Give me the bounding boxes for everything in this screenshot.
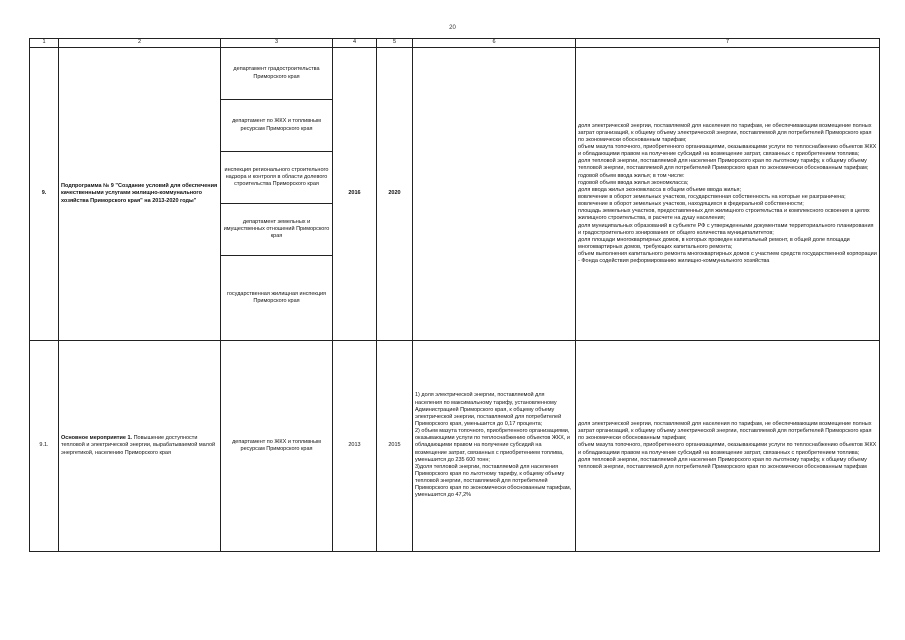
row-number: 9. (30, 48, 59, 341)
header-row (30, 39, 880, 48)
program-table (29, 38, 880, 552)
activity-title (59, 341, 221, 552)
column-header: 2 (59, 39, 221, 48)
executor-cell: государственная жилищная инспекция Приморского края (221, 256, 333, 341)
row-number: 9.1. (30, 341, 59, 552)
end-year: 2020 (377, 48, 413, 341)
indicators-cell: доля электрической энергии, поставляемой для населения по тарифам, не обеспечивающим возмещение полных затрат организаций, к общему объему электрической энергии, поставляемой для потребителей Приморского края по экономически обоснованным тарифам; объем мазута топочного, приобретенного организациями, оказывающими услуги по теплоснабжению объектов ЖКХ и обладающими правом на получение субсидий на возмещение затрат, связанных с приобретением топлива; доля тепловой энергии, поставляемой для населения Приморского края по льготному тарифу, к общему объему тепловой энергии, поставляемой для потребителей Приморского края по экономически обоснованным тарифам (576, 341, 880, 552)
start-year: 2013 (333, 341, 377, 552)
executor-cell: департамент градостроительства Приморского края (221, 48, 333, 100)
executor-cell: департамент земельных и имущественных отношений Приморского края (221, 204, 333, 256)
column-header: 3 (221, 39, 333, 48)
table-row (30, 48, 880, 100)
activity-title-rest: Повышение доступности тепловой и электрической энергии, вырабатываемой малой энергетикой, населению Приморского края (61, 435, 216, 456)
executor-cell: департамент по ЖКХ и топливным ресурсам Приморского края (221, 100, 333, 152)
expected-result (413, 48, 576, 341)
column-header: 7 (576, 39, 880, 48)
start-year: 2016 (333, 48, 377, 341)
column-header: 1 (30, 39, 59, 48)
executor-cell: департамент по ЖКХ и топливным ресурсам Приморского края (221, 341, 333, 552)
indicators-cell: доля электрической энергии, поставляемой для населения по тарифам, не обеспечивающим возмещение полных затрат организаций, к общему объему электрической энергии, поставляемой для потребителей Приморского края по экономически обоснованным тарифам; объем мазута топочного, приобретенного организациями, оказывающими услуги по теплоснабжению объектов ЖКХ и обладающими правом на получение субсидий на возмещение затрат, связанных с приобретением топлива; доля тепловой энергии, поставляемой для населения Приморского края по льготному тарифу, к общему объему тепловой энергии, поставляемой для потребителей Приморского края по экономически обоснованным тарифам; годовой объем ввода жилья; в том числе: годовой объем ввода жилья экономкласса; доля ввода жилья экономкласса в общем объеме ввода жилья; вовлечение в оборот земельных участков, государственная собственность на которые не разграничена; вовлечение в оборот земельных участков, находящихся в федеральной собственности; площадь земельных участков, предоставленных для жилищного строительства и комплексного освоения в целях жилищного строительства, в расчете на душу населения; доля муниципальных образований в субъекте РФ с утвержденными документами территориального планирования и градостроительного зонирования от общего количества муниципалитетов; доля площади многоквартирных домов, в которых проведен капитальный ремонт, в общей доле площади многоквартирных домов, требующих капитального ремонта; объем выполнения капитального ремонта многоквартирных домов с участием средств государственной корпорации - Фонда содействия реформированию жилищно-коммунального хозяйства (576, 48, 880, 341)
column-header: 5 (377, 39, 413, 48)
executor-cell: инспекция регионального строительного надзора и контроля в области долевого строительства Приморского края (221, 152, 333, 204)
subprogram-title: Подпрограмма № 9 "Создание условий для обеспечения качественными услугами жилищно-коммунального хозяйства Приморского края" на 2013-2020 годы" (59, 48, 221, 341)
column-header: 4 (333, 39, 377, 48)
column-header: 6 (413, 39, 576, 48)
page-number: 20 (449, 25, 456, 31)
end-year: 2015 (377, 341, 413, 552)
activity-title-bold: Основное мероприятие 1. (61, 435, 133, 442)
expected-result: 1) доля электрической энергии, поставляемой для населения по максимальному тарифу, установленному Администрацией Приморского края, к общему объему электрической энергии, поставляемой для потребителей Приморского края, уменьшится до 0,17 процента; 2) объем мазута топочного, приобретенного организациями, оказывающими услуги по теплоснабжению объектов ЖКХ, и обладающими правом на получение субсидий на возмещение затрат, связанных с приобретением топлива, уменьшится до 235 600 тонн; 3)доля тепловой энергии, поставляемой для населения Приморского края по льготному тарифу, к общему объему тепловой энергии, поставляемой для потребителей Приморского края по экономически обоснованным тарифам, уменьшится до 47,2% (413, 341, 576, 552)
table-row (30, 341, 880, 552)
